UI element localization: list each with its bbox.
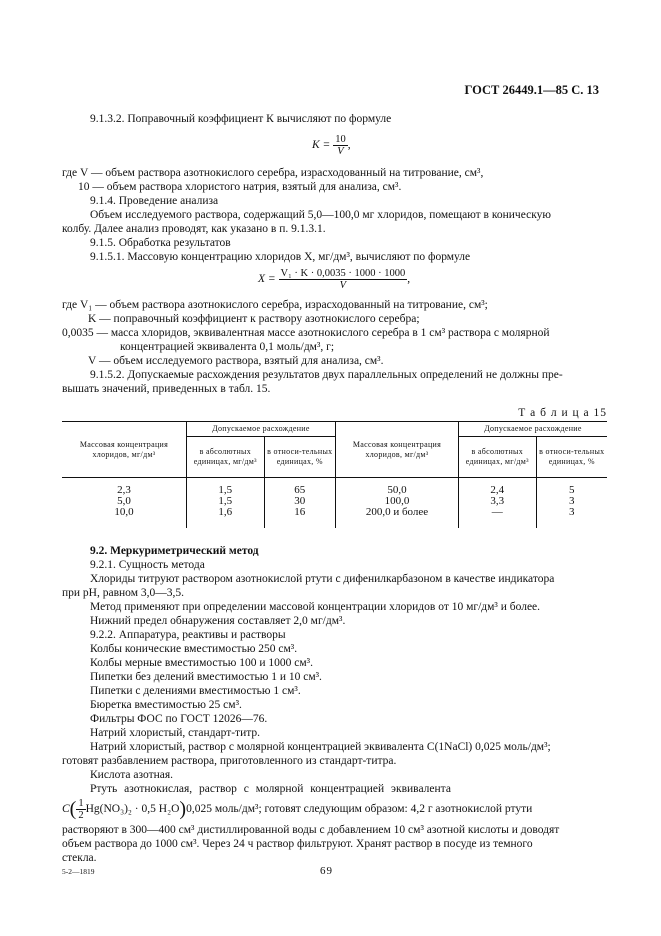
where2-line-3: концентрацией эквивалента 0,1 моль/дм³, г;: [120, 341, 335, 353]
cell: 50,0: [335, 485, 458, 496]
th-conc-right: Массовая концентрация хлоридов, мг/дм³: [335, 422, 458, 478]
table-row: [62, 496, 607, 507]
para-914-line-2: колбу. Далее анализ проводят, как указано в п. 9.1.3.1.: [62, 223, 326, 235]
cell: 10,0: [114, 506, 134, 518]
th-diff-left: Допускаемое расхождение: [187, 422, 336, 437]
formula-hg: C( $\frac{1}{2}$ Hg(NO₃)₂ · 0,5 H₂O)0,025 моль/дм³; готовят следующим образом: 4,2 г азотнокислой ртути: [62, 798, 533, 821]
line-92-0: 9.2.1. Сущность метода: [90, 559, 205, 571]
line-92-9: Пипетки с делениями вместимостью 1 см³.: [90, 685, 301, 697]
formula-k: [312, 134, 351, 157]
section-92-title: 9.2. Меркуриметрический метод: [90, 545, 259, 557]
line-92-4: Нижний предел обнаружения составляет 2,0 мг/дм³.: [90, 615, 346, 627]
formula-x-num: V₁ · K · 0,0035 · 1000 · 1000: [280, 268, 406, 279]
formula-hg-num: 1: [78, 798, 84, 809]
line-92-7: Колбы мерные вместимостью 100 и 1000 см³.: [90, 657, 313, 669]
cell: 1,5: [187, 485, 265, 496]
page-number: 69: [320, 865, 333, 877]
line-92-3: Метод применяют при определении массовой концентрации хлоридов от 10 мг/дм³ и более.: [90, 601, 541, 613]
where2-line-0: где V₁ — объем раствора азотнокислого серебра, израсходованный на титрование, см³;: [62, 299, 488, 311]
where2-line-2: 0,0035 — масса хлоридов, эквивалентная массе азотнокислого серебра в 1 см³ раствора с молярной: [62, 327, 550, 339]
footer-code: 5-2—1819: [62, 867, 95, 876]
tail-line-2: стекла.: [62, 852, 97, 864]
page-header: ГОСТ 26449.1—85 С. 13: [464, 83, 599, 97]
table-caption: Т а б л и ц а 15: [518, 407, 607, 419]
table-row: [62, 507, 607, 518]
formula-k-tail: ,: [347, 139, 351, 152]
formula-x: [258, 268, 410, 291]
formula-hg-c: C: [62, 803, 70, 816]
th-diff-right: Допускаемое расхождение: [458, 422, 607, 437]
where2-line-1: K — поправочный коэффициент к раствору азотнокислого серебра;: [88, 313, 420, 325]
th-rel-right: в относи-тельных единицах, %: [536, 437, 607, 478]
formula-hg-fraction: [76, 798, 85, 821]
line-92-13: Натрий хлористый, раствор с молярной концентрацией эквивалента C(1NaCl) 0,025 моль/дм³;: [90, 741, 551, 753]
cell: 16: [264, 507, 335, 518]
formula-k-lhs: K =: [312, 139, 331, 152]
section-9132: 9.1.3.2. Поправочный коэффициент К вычисляют по формуле: [90, 113, 392, 125]
formula-x-fraction: [279, 268, 411, 291]
line-92-15: Кислота азотная.: [90, 769, 174, 781]
cell: 5,0: [117, 495, 131, 507]
where2-line-4: V — объем исследуемого раствора, взятый для анализа, см³.: [88, 355, 384, 367]
tail-line-0: растворяют в 300—400 см³ дистиллированной воды с добавлением 10 см³ азотной кислоты и доводят: [62, 824, 560, 836]
cell: 200,0 и более: [335, 507, 458, 518]
line-92-11: Фильтры ФОС по ГОСТ 12026—76.: [90, 713, 268, 725]
formula-hg-after: 0,025 моль/дм³; готовят следующим образом: 4,2 г азотнокислой ртути: [186, 803, 533, 816]
line-92-12: Натрий хлористый, стандарт-титр.: [90, 727, 261, 739]
line-92-16: Ртуть азотнокислая, раствор с молярной концентрацией эквивалента: [90, 783, 451, 795]
para-9152-line-2: вышать значений, приведенных в табл. 15.: [62, 383, 271, 395]
where1-line-0: где V — объем раствора азотнокислого серебра, израсходованный на титрование, см³,: [62, 167, 484, 179]
where1-line-1: 10 — объем раствора хлористого натрия, взятый для анализа, см³.: [78, 181, 402, 193]
cell: 2,3: [117, 484, 131, 496]
cell: 3: [536, 507, 607, 518]
line-92-8: Пипетки без делений вместимостью 1 и 10 см³.: [90, 671, 322, 683]
section-9151: 9.1.5.1. Массовую концентрацию хлоридов X, мг/дм³, вычисляют по формуле: [90, 251, 471, 263]
para-9152-line-1: 9.1.5.2. Допускаемые расхождения результатов двух параллельных определений не должны пре-: [90, 369, 563, 381]
formula-k-fraction: [333, 134, 348, 157]
cell: 3: [536, 496, 607, 507]
th-abs-left: в абсолютных единицах, мг/дм³: [187, 437, 265, 478]
formula-k-den: V: [337, 146, 344, 157]
th-rel-left: в относи-тельных единицах, %: [264, 437, 335, 478]
cell: 3,3: [458, 496, 536, 507]
line-92-1: Хлориды титруют раствором азотнокислой ртути с дифенилкарбазоном в качестве индикатора: [90, 573, 555, 585]
cell: 2,4: [458, 485, 536, 496]
cell: —: [458, 507, 536, 518]
line-92-14: готовят разбавлением раствора, приготовленного из стандарт-титра.: [62, 755, 397, 767]
cell: 65: [264, 485, 335, 496]
table-15: [62, 421, 607, 528]
line-92-5: 9.2.2. Аппаратура, реактивы и растворы: [90, 629, 286, 641]
section-914: 9.1.4. Проведение анализа: [90, 195, 219, 207]
formula-k-num: 10: [335, 134, 346, 145]
formula-hg-den: 2: [78, 810, 84, 821]
cell: 1,6: [187, 507, 265, 518]
th-conc-left: Массовая концентрация хлоридов, мг/дм³: [62, 422, 187, 478]
formula-hg-rest: Hg(NO₃)₂ · 0,5 H₂O: [85, 803, 180, 816]
line-92-6: Колбы конические вместимостью 250 см³.: [90, 643, 298, 655]
table-row: [62, 485, 607, 496]
section-915: 9.1.5. Обработка результатов: [90, 237, 231, 249]
cell: 30: [264, 496, 335, 507]
formula-x-tail: ,: [407, 273, 411, 286]
para-914-line-1: Объем исследуемого раствора, содержащий 5,0—100,0 мг хлоридов, помещают в коническую: [90, 209, 551, 221]
cell: 1,5: [187, 496, 265, 507]
formula-x-den: V: [339, 280, 347, 291]
cell: 100,0: [335, 496, 458, 507]
formula-x-lhs: X =: [258, 273, 276, 286]
line-92-2: при рН, равном 3,0—3,5.: [62, 587, 184, 599]
th-abs-right: в абсолютных единицах, мг/дм³: [458, 437, 536, 478]
tail-line-1: объем раствора до 1000 см³. Через 24 ч раствор фильтруют. Хранят раствор в посуде из темного: [62, 838, 533, 850]
line-92-10: Бюретка вместимостью 25 см³.: [90, 699, 242, 711]
cell: 5: [536, 485, 607, 496]
